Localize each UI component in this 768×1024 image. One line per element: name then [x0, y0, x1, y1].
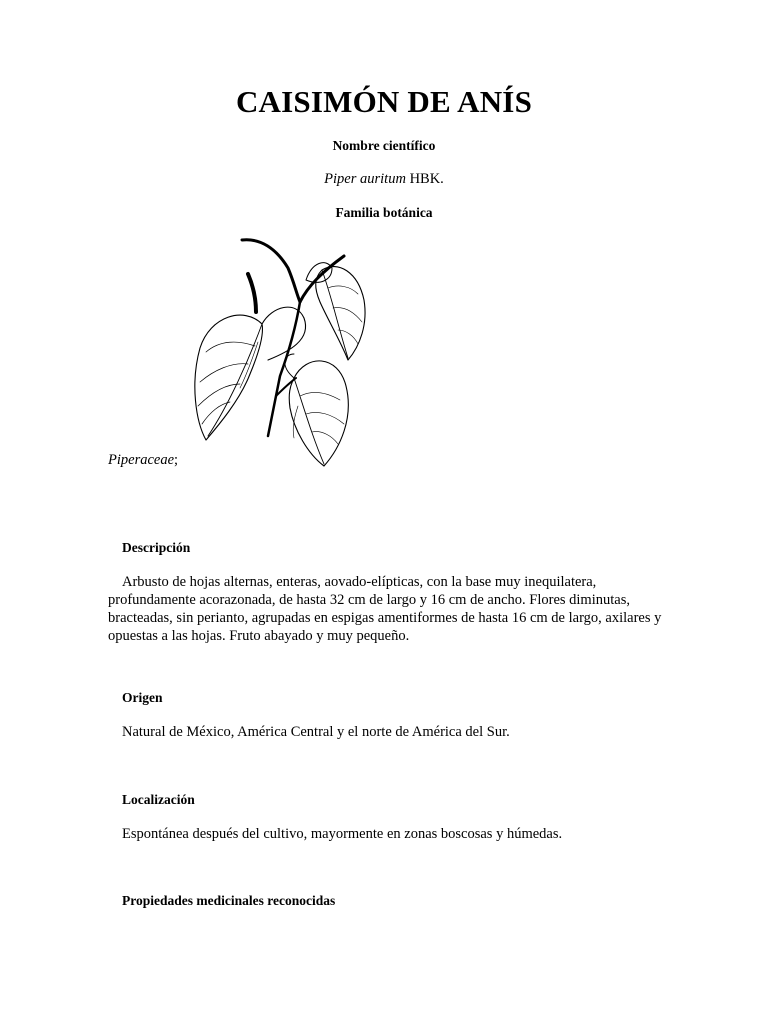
section-text-descripcion — [108, 573, 668, 645]
section-text-localizacion: Espontánea después del cultivo, mayormente en zonas boscosas y húmedas. — [122, 826, 563, 842]
plant-illustration — [188, 236, 370, 468]
section-heading-descripcion: Descripción — [122, 540, 191, 555]
section-heading-origen: Origen — [122, 690, 163, 705]
page-title: CAISIMÓN DE ANÍS — [235, 84, 533, 119]
scientific-name-binomial: Piper auritum — [324, 171, 406, 187]
descripcion-paragraph: Arbusto de hojas alternas, enteras, aovado-elípticas, con la base muy inequilatera, profundamente acorazonada, de hasta 32 cm de largo y 16 cm de ancho. Flores diminutas, bracteadas, sin perianto, agrupadas en espigas amentiformes de hasta 16 cm de largo, axilares y opuestas a las hojas. Fruto abayado y muy pequeño. — [108, 574, 662, 644]
family-heading: Familia botánica — [335, 205, 433, 220]
scientific-name-author: HBK. — [409, 171, 444, 187]
section-heading-localizacion: Localización — [122, 792, 195, 807]
scientific-name-heading: Nombre científico — [332, 138, 436, 153]
family-name: Piperaceae — [108, 452, 175, 468]
section-heading-propiedades: Propiedades medicinales reconocidas — [122, 893, 336, 908]
family-name-suffix: ; — [174, 452, 179, 468]
family-name-line — [108, 452, 178, 469]
section-text-origen: Natural de México, América Central y el norte de América del Sur. — [122, 724, 510, 740]
scientific-name — [0, 171, 768, 188]
